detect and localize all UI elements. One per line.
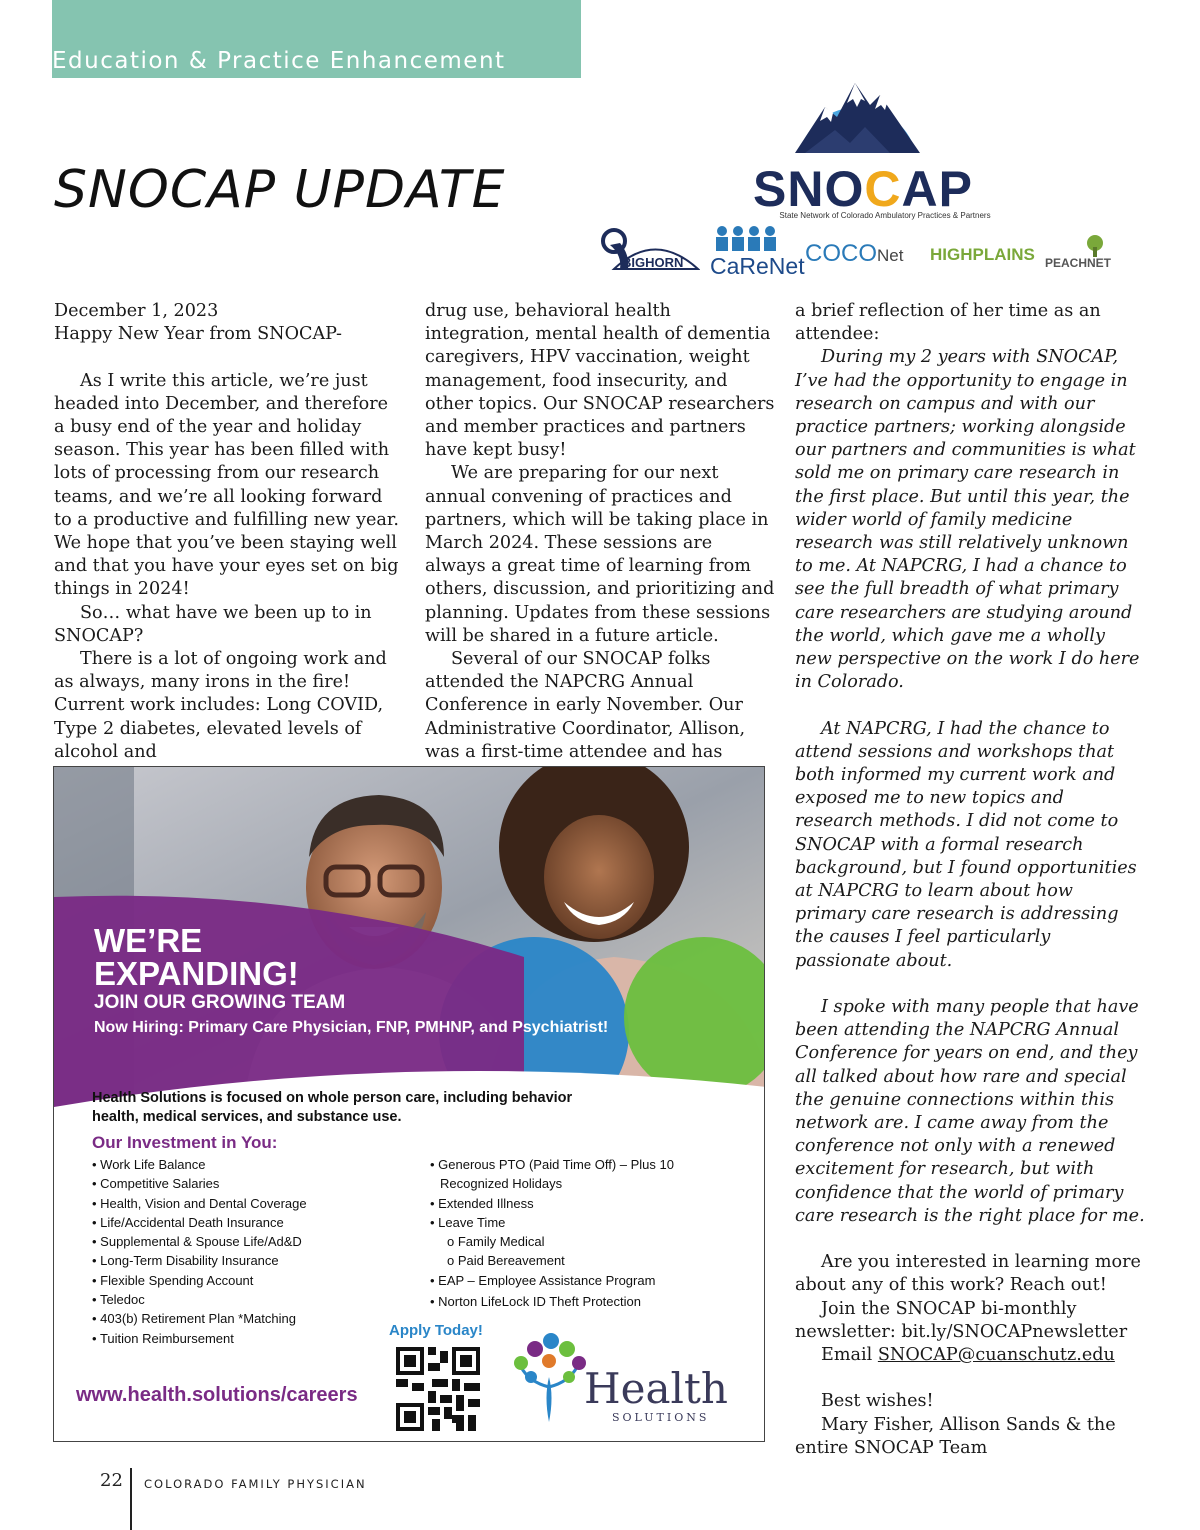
snocap-tagline: State Network of Colorado Ambulatory Practices & Partners	[779, 211, 991, 220]
partner-bighorn: BIGHORN	[600, 225, 700, 275]
article-paragraph: a brief reflection of her time as an attendee:	[795, 301, 1101, 345]
health-solutions-brand: Health	[584, 1364, 728, 1413]
ad-hiring-line: Now Hiring: Primary Care Physician, FNP, PMHNP, and Psychiatrist!	[94, 1019, 609, 1036]
snocap-logo: SNOCAP State Network of Colorado Ambulatory Practices & Partners BIGHORN CaReNet COCONet HIGHPLAINS PEACHNET	[595, 55, 1135, 290]
article-paragraph: drug use, behavioral health integration, mental health of dementia caregivers, HPV vaccination, weight management, food insecurity, and other topics. Our SNOCAP researchers and member practices and partners have kept busy!	[425, 301, 775, 461]
article-paragraph: We are preparing for our next annual convening of practices and partners, which will be taking place in March 2024. These sessions are always a great time of learning from others, discussion, and prioritizing and planning. Updates from these sessions will be shared in a future article.	[425, 463, 775, 646]
mountain-logo-icon	[795, 55, 920, 155]
partner-carenet: CaReNet	[710, 225, 780, 258]
reflection-quote: At NAPCRG, I had the chance to attend sessions and workshops that both informed my current work and exposed me to new topics and research methods. I did not come to SNOCAP with a formal research background, but I found opportunities at NAPCRG to learn about how primary care research is addressing the causes I feel particularly passionate about.	[795, 718, 1137, 971]
health-solutions-tree-icon	[509, 1327, 589, 1422]
article-column-2	[425, 300, 775, 787]
ad-investment-title: Our Investment in You:	[92, 1133, 278, 1152]
signature: Mary Fisher, Allison Sands & the entire SNOCAP Team	[795, 1414, 1116, 1458]
list-item: • Work Life Balance	[92, 1155, 307, 1174]
article-paragraph: There is a lot of ongoing work and as always, many irons in the fire! Current work includes: Long COVID, Type 2 diabetes, elevated levels of alcohol and	[54, 649, 387, 762]
article-paragraph: So… what have we been up to in SNOCAP?	[54, 602, 372, 646]
publication-name: COLORADO FAMILY PHYSICIAN	[144, 1477, 367, 1491]
careers-url-link[interactable]: www.health.solutions/careers	[76, 1384, 358, 1406]
apply-today-label: Apply Today!	[389, 1322, 483, 1339]
section-tab	[52, 0, 581, 78]
article-date: December 1, 2023	[54, 301, 219, 321]
list-item: • Teledoc	[92, 1290, 307, 1309]
list-item: • Extended Illness	[430, 1194, 674, 1213]
list-item: • Health, Vision and Dental Coverage	[92, 1194, 307, 1213]
ad-intro: Health Solutions is focused on whole person care, including behavior health, medical services, and substance use.	[92, 1090, 573, 1125]
list-item: • Long-Term Disability Insurance	[92, 1251, 307, 1270]
partner-coconet: COCONet	[805, 240, 904, 267]
page-title: SNOCAP UPDATE	[54, 160, 506, 220]
qr-code-icon[interactable]	[396, 1347, 480, 1431]
health-solutions-brand-sub: SOLUTIONS	[612, 1411, 710, 1424]
reflection-quote: During my 2 years with SNOCAP, I’ve had the opportunity to engage in research on campus and with our practice partners; working alongside our partners and communities is what sold me on primary care research in the first place. But until this year, the wider world of family medicine research was still relatively unknown to me. At NAPCRG, I had a chance to see the full breadth of what primary care researchers are studying around the world, which gave me a wholly new perspective on the work I do here in Colorado.	[795, 347, 1140, 693]
article-column-3	[795, 300, 1145, 1460]
partner-highplains: HIGHPLAINS	[930, 245, 1035, 264]
list-item: • Competitive Salaries	[92, 1174, 307, 1193]
benefits-list-left	[92, 1155, 307, 1348]
page-number: 22	[100, 1470, 123, 1491]
list-item: • Leave Time	[430, 1213, 674, 1232]
list-item: Recognized Holidays	[440, 1176, 563, 1192]
snocap-wordmark: SNOCAP	[753, 161, 973, 217]
ad-subhead: JOIN OUR GROWING TEAM	[94, 992, 346, 1013]
section-label: Education & Practice Enhancement	[52, 48, 506, 74]
email-link[interactable]: SNOCAP@cuanschutz.edu	[877, 1345, 1115, 1366]
footer-divider	[130, 1468, 132, 1530]
tree-icon	[1065, 235, 1125, 257]
article-paragraph: As I write this article, we’re just headed into December, and therefore a busy end of the year and holiday season. This year has been filled with lots of processing from our research teams, and we’re all looking forward to a productive and fulfilling new year. We hope that you’ve been staying well and that you have your eyes set on big things in 2024!	[54, 370, 399, 600]
newsletter-line: Join the SNOCAP bi-monthly newsletter: bit.ly/SNOCAPnewsletter	[795, 1298, 1128, 1342]
list-item: o Paid Bereavement	[430, 1251, 674, 1270]
article-paragraph: Several of our SNOCAP folks attended the NAPCRG Annual Conference in early November. Our Administrative Coordinator, Allison, was a first-time attendee and has	[425, 649, 746, 762]
list-item: • EAP – Employee Assistance Program	[430, 1271, 674, 1290]
closing: Best wishes!	[821, 1391, 934, 1412]
article-greeting: Happy New Year from SNOCAP-	[54, 324, 342, 345]
list-item: • Tuition Reimbursement	[92, 1329, 307, 1348]
list-item: o Family Medical	[430, 1232, 674, 1251]
list-item: • Supplemental & Spouse Life/Ad&D	[92, 1232, 307, 1251]
people-icon	[710, 225, 780, 253]
list-item: • Generous PTO (Paid Time Off) – Plus 10	[430, 1155, 674, 1174]
list-item: • 403(b) Retirement Plan *Matching	[92, 1309, 307, 1328]
health-solutions-ad	[53, 766, 765, 1442]
reflection-quote: I spoke with many people that have been attending the NAPCRG Annual Conference for years on end, and they all talked about how rare and special the genuine connections within this network are. I came away from the conference not only with a renewed excitement for research, but with confidence that the world of primary care research is the right place for me.	[795, 997, 1145, 1226]
article-paragraph: Are you interested in learning more about any of this work? Reach out!	[795, 1252, 1141, 1296]
list-item: • Norton LifeLock ID Theft Protection	[430, 1292, 674, 1311]
article-column-1	[54, 300, 404, 764]
ad-headline: WE’RE EXPANDING!	[94, 922, 299, 992]
list-item: • Life/Accidental Death Insurance	[92, 1213, 307, 1232]
email-line: Email SNOCAP@cuanschutz.edu	[821, 1345, 1115, 1366]
benefits-list-right	[430, 1155, 674, 1311]
list-item: • Flexible Spending Account	[92, 1271, 307, 1290]
